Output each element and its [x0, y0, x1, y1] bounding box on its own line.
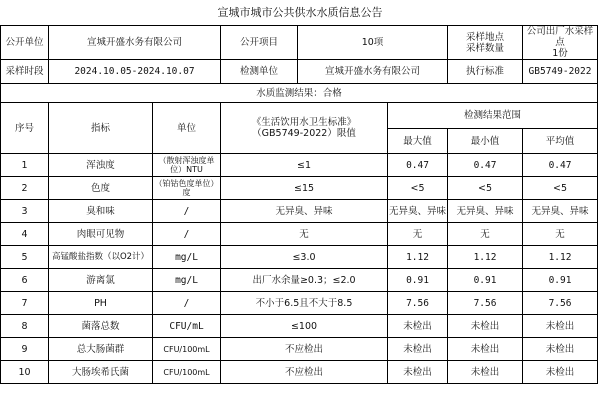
cell-limit: ≤100 — [221, 315, 388, 338]
table-row — [1, 269, 598, 292]
cell-avg: 无 — [523, 223, 598, 246]
cell-unit: （铂钴色度单位）度 — [153, 177, 221, 200]
table-row — [1, 177, 598, 200]
cell-min: 0.47 — [448, 154, 523, 177]
cell-limit: 无异臭、异味 — [221, 200, 388, 223]
cell-unit: CFU/100mL — [153, 361, 221, 384]
header-min: 最小值 — [448, 129, 523, 154]
cell-unit: mg/L — [153, 269, 221, 292]
cell-min: 7.56 — [448, 292, 523, 315]
table-row — [1, 338, 598, 361]
std-label: 执行标准 — [448, 60, 523, 84]
cell-unit: / — [153, 223, 221, 246]
cell-min: 1.12 — [448, 246, 523, 269]
cell-max: 0.47 — [388, 154, 448, 177]
cell-limit: 不小于6.5且不大于8.5 — [221, 292, 388, 315]
table-row — [1, 246, 598, 269]
cell-indicator: 大肠埃希氏菌 — [49, 361, 153, 384]
header-limit-line1: 《生活饮用水卫生标准》 — [251, 117, 357, 128]
cell-avg: 7.56 — [523, 292, 598, 315]
cell-max: 未检出 — [388, 315, 448, 338]
sample-label-line2: 采样数量 — [466, 42, 505, 54]
cell-limit: 不应检出 — [221, 361, 388, 384]
cell-min: 未检出 — [448, 361, 523, 384]
info-row-1 — [1, 26, 598, 60]
water-quality-table — [0, 25, 598, 384]
cell-indicator: 浑浊度 — [49, 154, 153, 177]
cell-avg: 未检出 — [523, 361, 598, 384]
cell-max: <5 — [388, 177, 448, 200]
cell-indicator: 游离氯 — [49, 269, 153, 292]
date-label: 采样时段 — [1, 60, 49, 84]
sample-value — [523, 26, 598, 60]
cell-no: 2 — [1, 177, 49, 200]
header-max: 最大值 — [388, 129, 448, 154]
cell-no: 6 — [1, 269, 49, 292]
table-row — [1, 200, 598, 223]
cell-no: 1 — [1, 154, 49, 177]
cell-no: 5 — [1, 246, 49, 269]
cell-unit: （散射浑浊度单位）NTU — [153, 154, 221, 177]
cell-max: 7.56 — [388, 292, 448, 315]
page-title: 宣城市城市公共供水水质信息公告 — [217, 6, 383, 19]
info-row-2 — [1, 60, 598, 84]
std-value: GB5749-2022 — [523, 60, 598, 84]
cell-max: 未检出 — [388, 361, 448, 384]
header-indicator: 指标 — [49, 103, 153, 154]
cell-no: 10 — [1, 361, 49, 384]
cell-max: 无 — [388, 223, 448, 246]
cell-indicator: 肉眼可见物 — [49, 223, 153, 246]
sample-label — [448, 26, 523, 60]
cell-unit: mg/L — [153, 246, 221, 269]
cell-avg: 未检出 — [523, 315, 598, 338]
cell-indicator: 菌落总数 — [49, 315, 153, 338]
cell-unit: / — [153, 200, 221, 223]
header-limit — [221, 103, 388, 154]
table-row — [1, 223, 598, 246]
cell-indicator: 色度 — [49, 177, 153, 200]
sample-label-line1: 采样地点 — [466, 31, 505, 43]
cell-unit: / — [153, 292, 221, 315]
cell-indicator: PH — [49, 292, 153, 315]
header-unit: 单位 — [153, 103, 221, 154]
cell-no: 9 — [1, 338, 49, 361]
org-value: 宣城开盛水务有限公司 — [298, 60, 448, 84]
cell-min: 未检出 — [448, 338, 523, 361]
result-row — [1, 84, 598, 103]
cell-avg: 未检出 — [523, 338, 598, 361]
item-label: 公开项目 — [221, 26, 298, 60]
cell-avg: <5 — [523, 177, 598, 200]
cell-min: <5 — [448, 177, 523, 200]
cell-limit: 出厂水余量≥0.3；≤2.0 — [221, 269, 388, 292]
cell-no: 7 — [1, 292, 49, 315]
unit-value: 宣城开盛水务有限公司 — [49, 26, 221, 60]
cell-no: 8 — [1, 315, 49, 338]
header-no: 序号 — [1, 103, 49, 154]
cell-indicator: 臭和味 — [49, 200, 153, 223]
cell-max: 无异臭、异味 — [388, 200, 448, 223]
cell-avg: 无异臭、异味 — [523, 200, 598, 223]
org-label: 检测单位 — [221, 60, 298, 84]
header-limit-line2: （GB5749-2022）限值 — [252, 128, 356, 139]
table-row — [1, 361, 598, 384]
cell-limit: 无 — [221, 223, 388, 246]
cell-min: 0.91 — [448, 269, 523, 292]
cell-no: 4 — [1, 223, 49, 246]
header-row-1 — [1, 103, 598, 129]
cell-avg: 1.12 — [523, 246, 598, 269]
sample-value-line2: 1份 — [552, 48, 568, 59]
cell-max: 0.91 — [388, 269, 448, 292]
cell-unit: CFU/100mL — [153, 338, 221, 361]
cell-indicator: 总大肠菌群 — [49, 338, 153, 361]
cell-avg: 0.91 — [523, 269, 598, 292]
cell-limit: ≤1 — [221, 154, 388, 177]
header-range: 检测结果范围 — [388, 103, 598, 129]
sample-value-line1: 公司出厂水采样点 — [526, 26, 594, 48]
cell-indicator: 高锰酸盐指数（以O2计） — [49, 246, 153, 269]
cell-limit: ≤3.0 — [221, 246, 388, 269]
cell-limit: 不应检出 — [221, 338, 388, 361]
cell-max: 未检出 — [388, 338, 448, 361]
header-avg: 平均值 — [523, 129, 598, 154]
cell-min: 未检出 — [448, 315, 523, 338]
table-row — [1, 292, 598, 315]
cell-limit: ≤15 — [221, 177, 388, 200]
cell-unit: CFU/mL — [153, 315, 221, 338]
date-value: 2024.10.05-2024.10.07 — [49, 60, 221, 84]
item-value: 10项 — [298, 26, 448, 60]
unit-label: 公开单位 — [1, 26, 49, 60]
cell-avg: 0.47 — [523, 154, 598, 177]
table-row — [1, 154, 598, 177]
result-line: 水质监测结果：合格 — [1, 84, 598, 103]
cell-min: 无异臭、异味 — [448, 200, 523, 223]
table-row — [1, 315, 598, 338]
cell-no: 3 — [1, 200, 49, 223]
cell-max: 1.12 — [388, 246, 448, 269]
cell-min: 无 — [448, 223, 523, 246]
